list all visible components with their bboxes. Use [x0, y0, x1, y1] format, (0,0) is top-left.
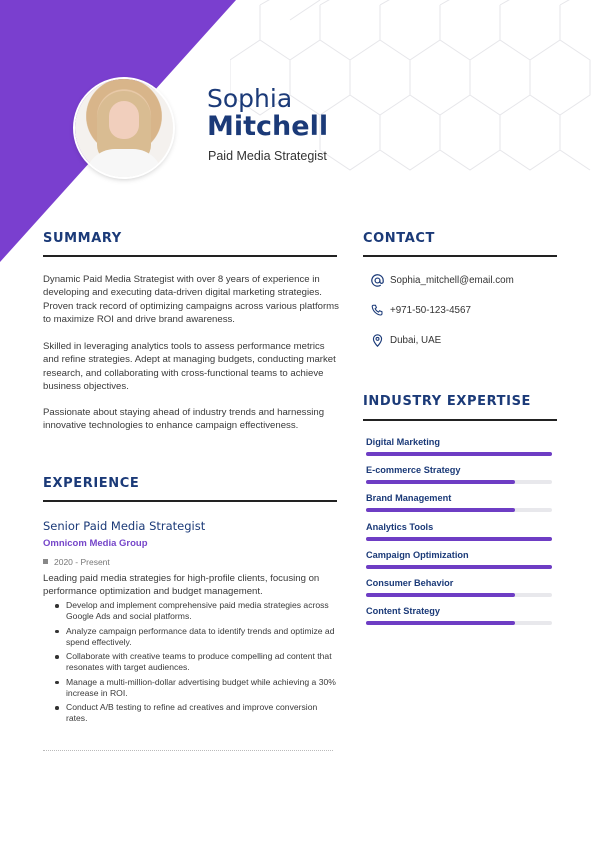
- list-item: Develop and implement comprehensive paid media strategies across Google Ads and social platforms.: [55, 600, 340, 622]
- skill-bar-track: [366, 537, 552, 541]
- first-name: Sophia: [207, 84, 293, 113]
- summary-paragraph: Dynamic Paid Media Strategist with over 8 years of experience in developing and executing data-driven digital marketing strategies. Proven track record of optimizing campaigns across various platforms to maximize ROI and drive brand awareness.: [43, 274, 339, 325]
- skill-bar-fill: [366, 593, 515, 597]
- summary-divider: [43, 255, 337, 257]
- skill-label: Campaign Optimization: [366, 549, 469, 560]
- job-title: Senior Paid Media Strategist: [43, 519, 206, 533]
- summary-heading: SUMMARY: [43, 231, 122, 246]
- skill-bar-track: [366, 593, 552, 597]
- email-text: Sophia_mitchell@email.com: [390, 275, 514, 286]
- skill-bar-fill: [366, 621, 515, 625]
- job-title-headline: Paid Media Strategist: [208, 149, 327, 163]
- skill-bar-track: [366, 565, 552, 569]
- skill-bar-track: [366, 508, 552, 512]
- skill-bar-fill: [366, 537, 552, 541]
- skill-item: [366, 522, 552, 541]
- skill-item: [366, 493, 552, 512]
- skill-bar-fill: [366, 452, 552, 456]
- contact-divider: [363, 255, 557, 257]
- skill-label: Brand Management: [366, 493, 452, 504]
- contact-phone[interactable]: [371, 304, 471, 317]
- list-item: Collaborate with creative teams to produce compelling ad content that resonates with target audiences.: [55, 651, 340, 673]
- job-bullets: [55, 600, 340, 728]
- skill-item: [366, 465, 552, 484]
- summary-paragraph: Passionate about staying ahead of industry trends and harnessing innovative technologies to enhance campaign effectiveness.: [43, 407, 325, 432]
- job-dates-text: 2020 - Present: [54, 557, 110, 567]
- skill-label: E-commerce Strategy: [366, 465, 461, 476]
- skill-bar-fill: [366, 508, 515, 512]
- skill-item: [366, 437, 552, 456]
- summary-paragraph: Skilled in leveraging analytics tools to assess performance metrics and refine strategies. Adept at managing budgets, conducting market research, and collaborating with cross-functional teams to achieve business objectives.: [43, 341, 336, 392]
- profile-photo: [75, 79, 173, 177]
- skill-label: Digital Marketing: [366, 437, 441, 447]
- phone-text: +971-50-123-4567: [390, 305, 471, 316]
- skill-bar-fill: [366, 565, 552, 569]
- at-icon: [371, 274, 384, 287]
- location-pin-icon: [371, 334, 384, 347]
- contact-email[interactable]: [371, 274, 514, 287]
- skill-item: [366, 550, 552, 569]
- phone-icon: [371, 304, 384, 317]
- skill-item: [366, 606, 552, 625]
- date-marker-icon: [43, 559, 48, 564]
- section-divider: [43, 750, 333, 751]
- skill-label: Consumer Behavior: [366, 578, 454, 588]
- last-name: Mitchell: [207, 111, 329, 142]
- skill-bar-track: [366, 480, 552, 484]
- list-item: Manage a multi-million-dollar advertising budget while achieving a 30% increase in ROI.: [55, 677, 340, 699]
- skill-bar-fill: [366, 480, 515, 484]
- job-dates: [43, 557, 110, 567]
- contact-heading: CONTACT: [363, 231, 435, 246]
- expertise-divider: [363, 419, 557, 421]
- location-text: Dubai, UAE: [390, 335, 442, 346]
- skill-bar-track: [366, 621, 552, 625]
- expertise-heading: INDUSTRY EXPERTISE: [363, 394, 532, 409]
- skill-bar-track: [366, 452, 552, 456]
- skill-label: Content Strategy: [366, 606, 441, 617]
- contact-location: [371, 334, 441, 347]
- experience-heading: EXPERIENCE: [43, 476, 140, 491]
- skill-label: Analytics Tools: [366, 521, 434, 532]
- experience-divider: [43, 500, 337, 502]
- job-description: Leading paid media strategies for high-profile clients, focusing on performance optimization and budget management.: [43, 573, 320, 597]
- list-item: Analyze campaign performance data to identify trends and optimize ad spend effectively.: [55, 626, 340, 648]
- company-name: Omnicom Media Group: [43, 538, 148, 549]
- list-item: Conduct A/B testing to refine ad creatives and improve conversion rates.: [55, 702, 340, 724]
- skill-item: [366, 578, 552, 597]
